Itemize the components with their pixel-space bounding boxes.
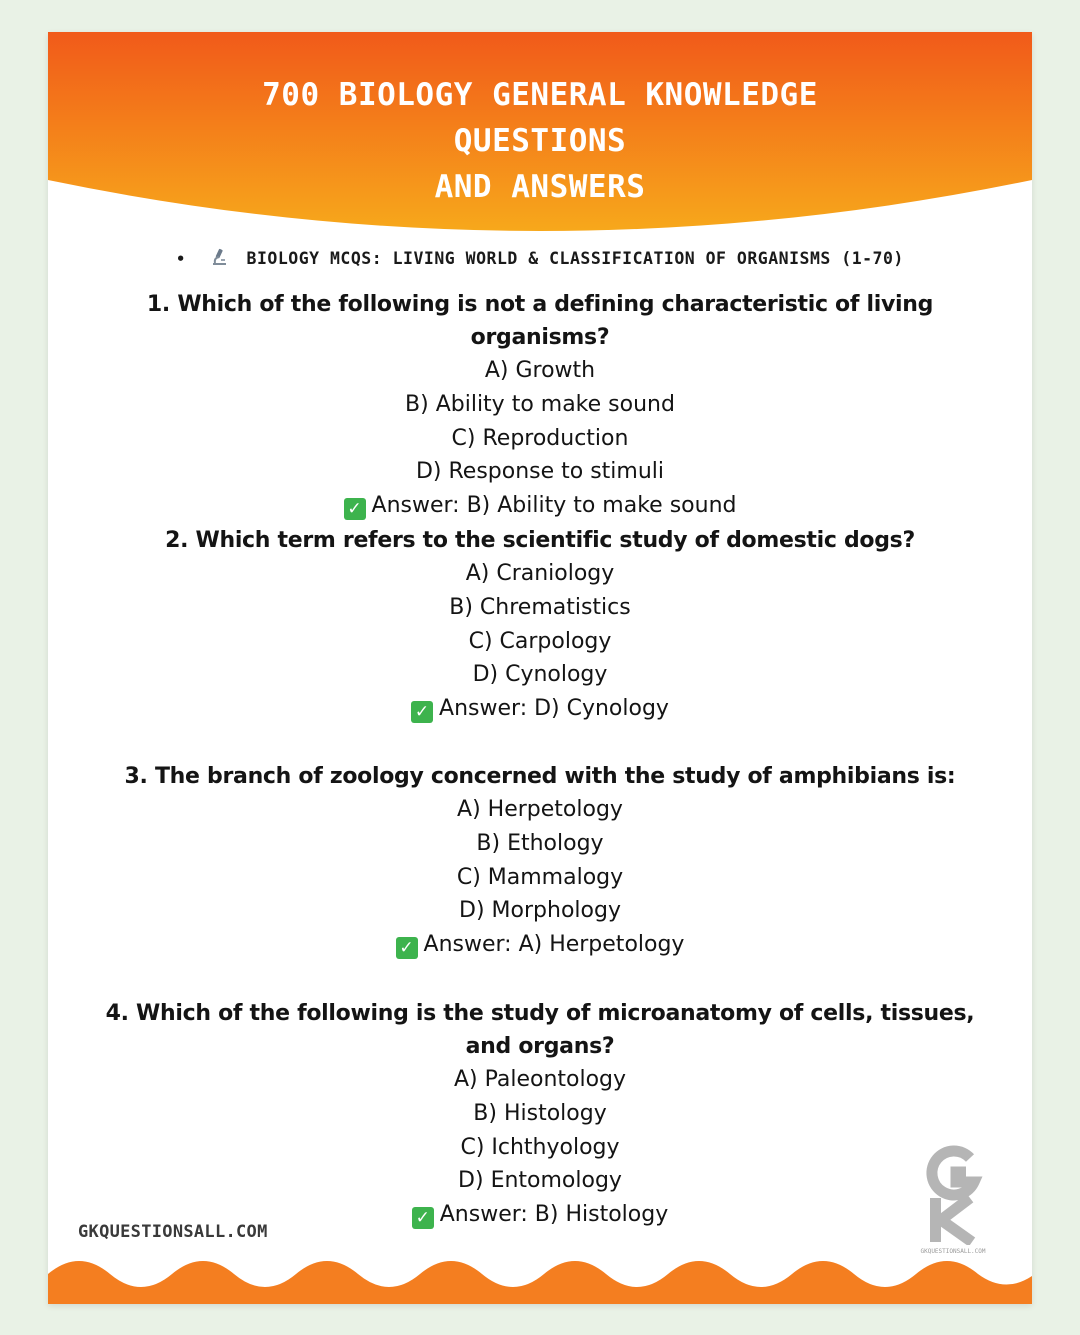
option-a: A) Craniology (465, 561, 615, 586)
microscope-icon (210, 248, 228, 270)
option-c: C) Mammalogy (456, 864, 624, 890)
option-b: B) Histology (473, 1100, 607, 1126)
question-block-4 (88, 997, 992, 1232)
question-text: 2. Which term refers to the scientific study of domestic dogs? (165, 528, 915, 553)
question-block-1 (88, 288, 992, 523)
answer-line (88, 489, 992, 523)
gk-logo (918, 1140, 988, 1245)
answer-text: Answer: B) Ability to make sound (371, 493, 737, 519)
question-text: 1. Which of the following is not a defining characteristic of living organisms? (146, 292, 934, 350)
check-icon: ✓ (412, 1207, 434, 1229)
option-a: A) Herpetology (457, 797, 623, 822)
section-heading (48, 248, 1032, 270)
section-label: BIOLOGY MCQS: LIVING WORLD & CLASSIFICATION OF ORGANISMS (1-70) (246, 249, 904, 268)
check-icon: ✓ (411, 701, 433, 723)
option-b: B) Ethology (476, 830, 604, 856)
title-line-2: QUESTIONS (453, 123, 627, 159)
section-bullet: • (176, 250, 186, 268)
page-title (48, 72, 1032, 210)
document-card (48, 32, 1032, 1304)
answer-line (88, 692, 992, 726)
question-block-3 (88, 760, 992, 962)
option-d: D) Response to stimuli (415, 459, 665, 485)
answer-text: Answer: D) Cynology (439, 696, 669, 722)
answer-text: Answer: A) Herpetology (423, 932, 685, 958)
option-a: A) Paleontology (453, 1067, 627, 1092)
option-d: D) Cynology (472, 662, 608, 688)
site-watermark: GKQUESTIONSALL.COM (78, 1222, 268, 1242)
title-line-1: 700 BIOLOGY GENERAL KNOWLEDGE (262, 77, 818, 113)
answer-text: Answer: B) Histology (439, 1202, 669, 1228)
option-c: C) Carpology (468, 628, 612, 654)
question-text: 3. The branch of zoology concerned with the study of amphibians is: (124, 764, 956, 789)
option-c: C) Ichthyology (460, 1134, 620, 1160)
answer-line (88, 928, 992, 962)
check-icon: ✓ (396, 937, 418, 959)
logo-subtext: GKQUESTIONSALL.COM (920, 1248, 986, 1255)
option-d: D) Entomology (458, 1168, 622, 1194)
option-a: A) Growth (484, 358, 596, 383)
check-icon: ✓ (344, 498, 366, 520)
question-text: 4. Which of the following is the study of microanatomy of cells, tissues, and organs? (105, 1001, 975, 1059)
option-b: B) Ability to make sound (405, 391, 675, 417)
question-block-2 (88, 524, 992, 726)
option-d: D) Morphology (459, 898, 621, 924)
option-b: B) Chrematistics (449, 594, 631, 620)
footer-wave (48, 1254, 1032, 1304)
option-c: C) Reproduction (451, 425, 629, 451)
title-line-3: AND ANSWERS (434, 169, 646, 205)
